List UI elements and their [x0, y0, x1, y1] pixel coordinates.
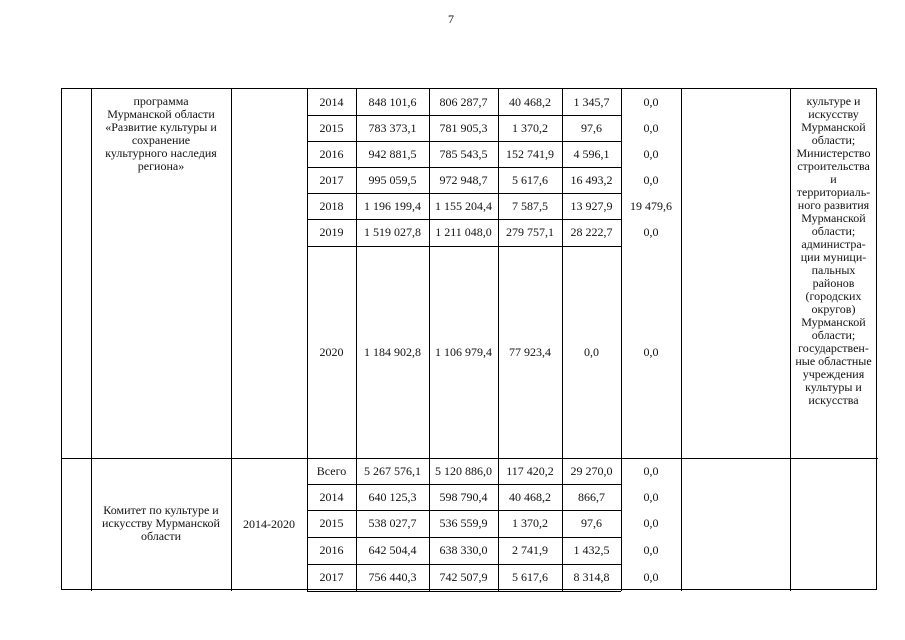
year-cell: 2014 — [319, 489, 344, 504]
value-cell: 1 184 902,8 — [364, 344, 421, 359]
value-cell: 1 370,2 — [512, 516, 548, 530]
executors-list — [790, 95, 877, 407]
year-cell: 2015 — [319, 516, 344, 530]
value-cell: 942 881,5 — [368, 146, 417, 161]
value-cell: 0,0 — [643, 516, 659, 530]
value-cell: 598 790,4 — [439, 489, 488, 504]
value-cell: 0,0 — [643, 463, 659, 478]
value-cell: 19 479,6 — [630, 198, 672, 213]
value-cell: 7 587,5 — [512, 198, 548, 213]
year-cell: 2019 — [319, 225, 344, 239]
value-cell: 1 155 204,4 — [435, 198, 492, 213]
year-cell: Всего — [316, 463, 347, 478]
text-line: «Развитие культуры и — [105, 120, 217, 134]
text-line: культуре и — [806, 94, 861, 108]
year-cell: 2016 — [319, 543, 344, 557]
value-cell: 28 222,7 — [570, 225, 613, 239]
value-cell: 848 101,6 — [368, 94, 417, 109]
value-cell: 783 373,1 — [368, 120, 417, 135]
value-cell: 97,6 — [581, 516, 602, 530]
value-cell: 5 617,6 — [512, 570, 548, 584]
value-cell: 1 196 199,4 — [364, 198, 421, 213]
budget-table — [61, 88, 877, 590]
value-cell: 16 493,2 — [570, 172, 613, 187]
value-cell: 152 741,9 — [506, 146, 554, 161]
value-cell: 0,0 — [643, 543, 659, 557]
text-line: программа — [133, 94, 189, 108]
text-line: ные областные — [795, 354, 872, 368]
value-cell: 97,6 — [581, 120, 602, 135]
value-cell: 4 596,1 — [573, 146, 610, 161]
value-cell: 40 468,2 — [509, 489, 551, 504]
text-line: Мурманской — [801, 315, 866, 329]
text-line: пальных — [811, 263, 856, 277]
value-cell: 806 287,7 — [439, 94, 488, 109]
text-line: культурного наследия — [105, 146, 217, 160]
table-row-border — [307, 591, 621, 592]
value-cell: 279 757,1 — [506, 225, 554, 239]
value-cell: 0,0 — [643, 489, 659, 504]
year-cell: 2016 — [319, 146, 344, 161]
text-line: искусства — [808, 393, 859, 407]
value-cell: 0,0 — [643, 344, 659, 359]
value-cell: 13 927,9 — [570, 198, 613, 213]
value-cell: 785 543,5 — [439, 146, 488, 161]
value-cell: 536 559,9 — [439, 516, 488, 530]
committee-period: 2014-2020 — [243, 517, 295, 531]
year-cell: 2014 — [319, 94, 344, 109]
value-cell: 8 314,8 — [573, 570, 610, 584]
value-cell: 1 345,7 — [573, 94, 610, 109]
value-cell: 972 948,7 — [439, 172, 488, 187]
committee-name — [91, 504, 231, 543]
value-cell: 5 617,6 — [512, 172, 548, 187]
value-cell: 29 270,0 — [570, 463, 613, 478]
text-line: Комитет по культуре и — [103, 503, 219, 517]
year-cell: 2018 — [319, 198, 344, 213]
value-cell: 866,7 — [578, 489, 605, 504]
program-name — [91, 95, 231, 173]
text-line: Мурманской — [801, 120, 866, 134]
text-line: Мурманской области — [107, 107, 215, 121]
text-line: области — [140, 529, 182, 543]
text-line: учреждения — [802, 367, 865, 381]
text-line: ного развития — [797, 198, 870, 212]
text-line: и — [830, 172, 837, 186]
text-line: строительства — [797, 159, 870, 173]
value-cell: 638 330,0 — [439, 543, 488, 557]
value-cell: 2 741,9 — [512, 543, 548, 557]
text-line: искусству Мурманской — [102, 516, 220, 530]
text-line: искусству — [808, 107, 859, 121]
text-line: области; — [811, 328, 856, 342]
value-cell: 0,0 — [584, 344, 599, 359]
value-cell: 0,0 — [643, 225, 659, 239]
text-line: ции муници- — [800, 250, 867, 264]
value-cell: 742 507,9 — [439, 570, 488, 584]
text-line: территориаль- — [796, 185, 871, 199]
value-cell: 538 027,7 — [368, 516, 417, 530]
year-cell: 2017 — [319, 172, 344, 187]
page-number: 7 — [448, 12, 454, 26]
value-cell: 1 432,5 — [573, 543, 610, 557]
text-line: области; — [811, 133, 856, 147]
value-cell: 0,0 — [643, 570, 659, 584]
value-cell: 0,0 — [643, 172, 659, 187]
text-line: округов) — [811, 302, 856, 316]
year-cell: 2017 — [319, 570, 344, 584]
value-cell: 5 120 886,0 — [435, 463, 492, 478]
value-cell: 5 267 576,1 — [364, 463, 421, 478]
year-cell: 2015 — [319, 120, 344, 135]
value-cell: 1 211 048,0 — [435, 225, 492, 239]
value-cell: 1 106 979,4 — [435, 344, 492, 359]
value-cell: 77 923,4 — [509, 344, 551, 359]
value-cell: 642 504,4 — [368, 543, 417, 557]
value-cell: 40 468,2 — [509, 94, 551, 109]
value-cell: 0,0 — [643, 146, 659, 161]
value-cell: 117 420,2 — [506, 463, 554, 478]
value-cell: 0,0 — [643, 94, 659, 109]
value-cell: 995 059,5 — [368, 172, 417, 187]
text-line: администра- — [801, 237, 866, 251]
value-cell: 640 125,3 — [368, 489, 417, 504]
value-cell: 781 905,3 — [439, 120, 488, 135]
text-line: области; — [811, 224, 856, 238]
value-cell: 756 440,3 — [368, 570, 417, 584]
table-column-border — [681, 89, 682, 591]
value-cell: 0,0 — [643, 120, 659, 135]
year-cell: 2020 — [319, 344, 344, 359]
value-cell: 1 519 027,8 — [364, 225, 421, 239]
text-line: сохранение — [131, 133, 191, 147]
value-cell: 1 370,2 — [512, 120, 548, 135]
text-line: (городских — [805, 289, 862, 303]
text-line: государствен- — [798, 341, 869, 355]
text-line: культуры и — [805, 380, 862, 394]
text-line: Министерство — [796, 146, 871, 160]
text-line: районов — [812, 276, 855, 290]
text-line: Мурманской — [801, 211, 866, 225]
text-line: региона» — [137, 159, 185, 173]
